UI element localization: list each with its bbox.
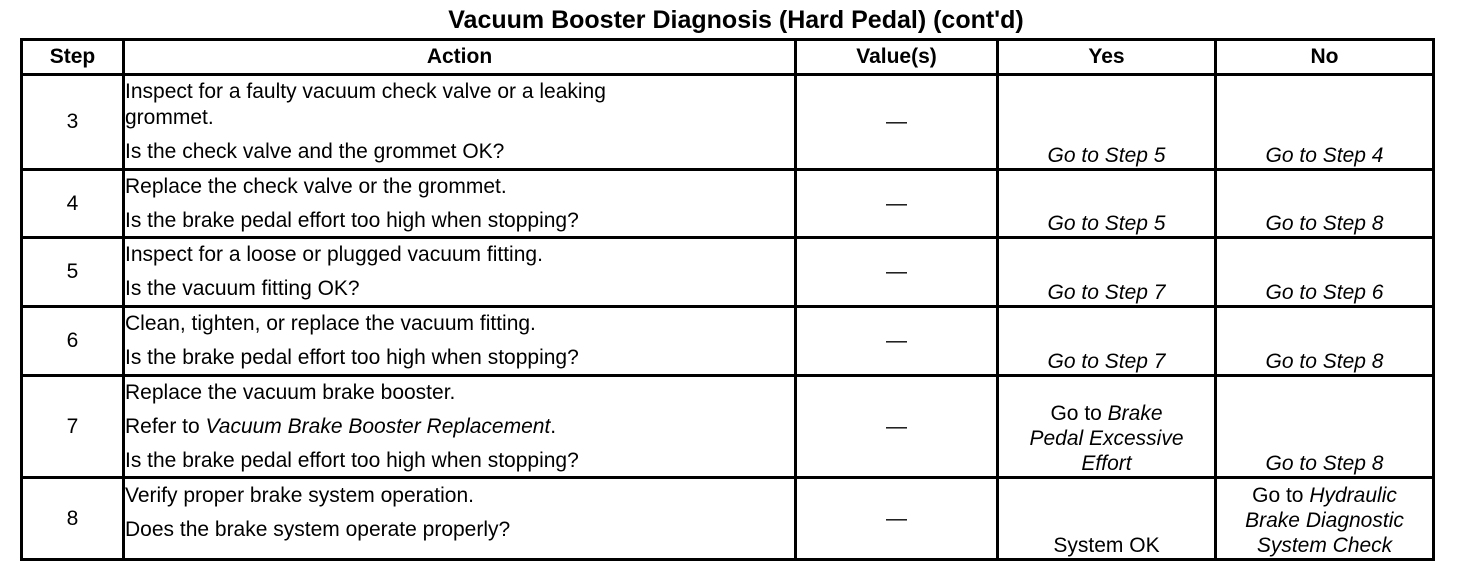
- value-cell: —: [796, 478, 998, 560]
- page-title: Vacuum Booster Diagnosis (Hard Pedal) (cont'd): [448, 6, 1024, 34]
- action-line: Replace the vacuum brake booster.: [125, 380, 456, 404]
- step-number: 3: [22, 75, 124, 170]
- action-cell: [124, 307, 796, 376]
- no-cell: Go to Step 8: [1216, 170, 1434, 238]
- action-question: Is the check valve and the grommet OK?: [125, 140, 505, 163]
- yes-cell: Go to Step 5: [998, 170, 1216, 238]
- action-text: .: [550, 414, 557, 438]
- procedure-reference: Brake Diagnostic: [1245, 509, 1404, 532]
- procedure-reference: Brake: [1107, 402, 1163, 425]
- value-cell: —: [796, 307, 998, 376]
- action-cell: [124, 170, 796, 238]
- procedure-reference: System Check: [1256, 534, 1393, 557]
- procedure-reference: Hydraulic: [1309, 484, 1397, 507]
- action-question: Is the brake pedal effort too high when stopping?: [125, 346, 579, 369]
- yes-prefix: Go to: [1050, 402, 1108, 425]
- procedure-reference: Vacuum Brake Booster Replacement: [205, 414, 551, 438]
- action-text: Refer to: [125, 414, 206, 438]
- table-row: [22, 75, 1434, 170]
- yes-cell: Go to Step 7: [998, 238, 1216, 307]
- action-line: Inspect for a loose or plugged vacuum fitting.: [125, 243, 543, 266]
- diagnosis-table: [20, 38, 1435, 561]
- action-question: Is the brake pedal effort too high when stopping?: [125, 448, 579, 472]
- value-cell: —: [796, 75, 998, 170]
- step-number: 6: [22, 307, 124, 376]
- action-question: Is the vacuum fitting OK?: [125, 277, 360, 300]
- action-cell: [124, 238, 796, 307]
- table-row: [22, 307, 1434, 376]
- action-line: Inspect for a faulty vacuum check valve or a leaking: [125, 80, 606, 103]
- action-question: Is the brake pedal effort too high when stopping?: [125, 208, 579, 232]
- step-number: 7: [22, 376, 124, 478]
- yes-cell: Go to Step 5: [998, 75, 1216, 170]
- action-cell: [124, 75, 796, 170]
- action-line: grommet.: [125, 106, 214, 129]
- value-cell: —: [796, 170, 998, 238]
- header-values: Value(s): [796, 40, 998, 75]
- action-cell: [124, 478, 796, 560]
- header-no: No: [1216, 40, 1434, 75]
- procedure-reference: Pedal Excessive: [1029, 427, 1184, 450]
- table-row: [22, 376, 1434, 478]
- yes-line: [999, 401, 1214, 426]
- table-row: [22, 170, 1434, 238]
- procedure-reference: Effort: [1081, 452, 1132, 475]
- action-line: Verify proper brake system operation.: [125, 484, 475, 507]
- header-step: Step: [22, 40, 124, 75]
- action-cell: [124, 376, 796, 478]
- action-line: Replace the check valve or the grommet.: [125, 174, 507, 198]
- table-row: [22, 478, 1434, 560]
- yes-cell: Go to Step 7: [998, 307, 1216, 376]
- no-cell: Go to Step 6: [1216, 238, 1434, 307]
- no-line: [1217, 483, 1432, 508]
- yes-cell: [998, 376, 1216, 478]
- step-number: 8: [22, 478, 124, 560]
- table-header-row: [22, 40, 1434, 75]
- no-cell: Go to Step 8: [1216, 307, 1434, 376]
- header-yes: Yes: [998, 40, 1216, 75]
- table-row: [22, 238, 1434, 307]
- action-line: [125, 414, 794, 440]
- no-prefix: Go to: [1252, 484, 1310, 507]
- yes-cell: System OK: [998, 478, 1216, 560]
- no-cell: [1216, 478, 1434, 560]
- action-question: Does the brake system operate properly?: [125, 518, 511, 541]
- action-line: Clean, tighten, or replace the vacuum fitting.: [125, 312, 536, 335]
- value-cell: —: [796, 376, 998, 478]
- header-action: Action: [124, 40, 796, 75]
- value-cell: —: [796, 238, 998, 307]
- step-number: 5: [22, 238, 124, 307]
- no-cell: Go to Step 8: [1216, 376, 1434, 478]
- step-number: 4: [22, 170, 124, 238]
- no-cell: Go to Step 4: [1216, 75, 1434, 170]
